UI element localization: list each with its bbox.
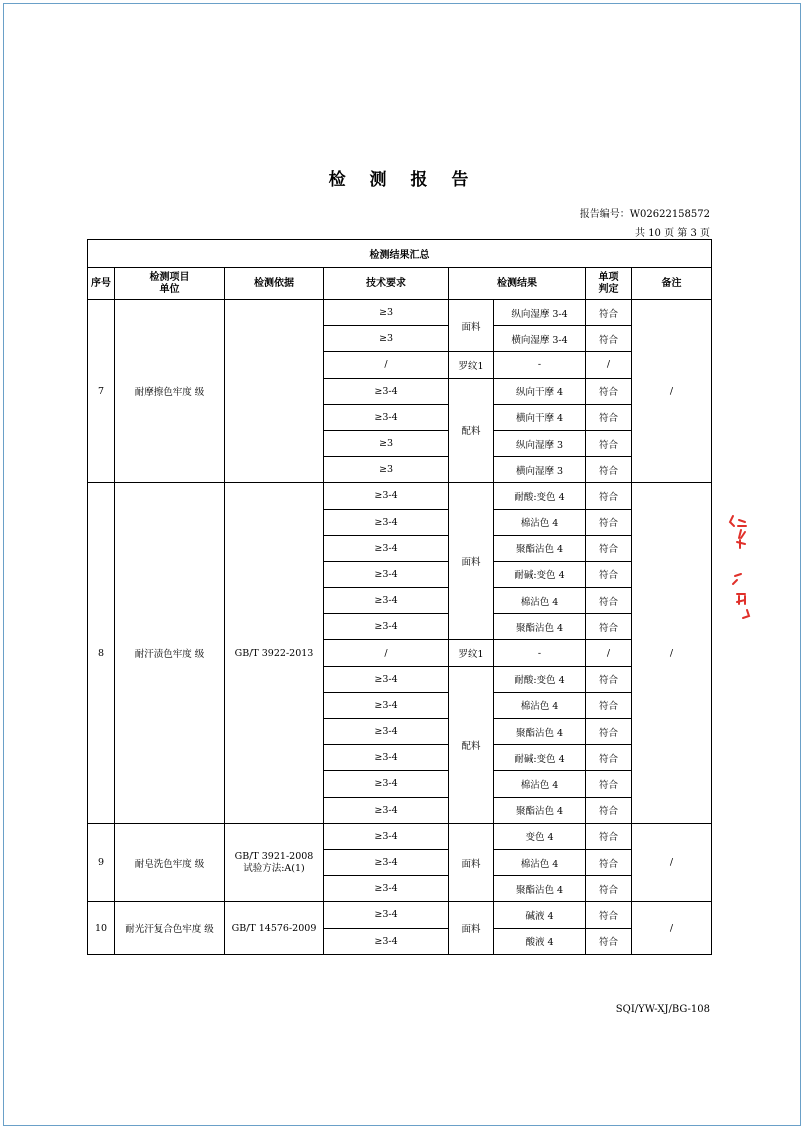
cell-verdict: 符合 [586,404,632,430]
cell-item: 耐光汗复合色牢度 级 [115,902,225,954]
cell-result: 聚酯沾色 4 [494,719,586,745]
cell-no: 7 [88,300,115,483]
cell-requirement: ≥3-4 [324,876,449,902]
cell-part: 面料 [449,300,494,352]
cell-verdict: 符合 [586,797,632,823]
cell-requirement: ≥3-4 [324,588,449,614]
cell-result: 棉沾色 4 [494,771,586,797]
cell-part: 面料 [449,902,494,954]
cell-basis [225,483,324,823]
cell-no: 10 [88,902,115,954]
cell-result: - [494,640,586,666]
cell-verdict: 符合 [586,666,632,692]
table-row [88,300,712,326]
cell-result: 聚酯沾色 4 [494,876,586,902]
cell-requirement: ≥3-4 [324,771,449,797]
cell-item: 耐皂洗色牢度 级 [115,823,225,902]
results-table [87,239,712,955]
table-header-row [88,268,712,300]
cell-verdict: 符合 [586,876,632,902]
cell-verdict: 符合 [586,483,632,509]
cell-requirement: ≥3-4 [324,378,449,404]
cell-result: 棉沾色 4 [494,849,586,875]
cell-result: - [494,352,586,378]
table-caption: 检测结果汇总 [88,240,712,268]
cell-verdict: 符合 [586,849,632,875]
cell-part: 配料 [449,378,494,483]
cell-result: 棉沾色 4 [494,509,586,535]
header-verdict-label: 单项判定 [598,271,619,295]
cell-requirement: ≥3-4 [324,797,449,823]
cell-remark: / [632,902,712,954]
cell-verdict: 符合 [586,457,632,483]
header-result: 检测结果 [449,268,586,300]
basis-text: GB/T 14576-2009 [231,922,317,934]
header-item-label: 检测项目 [149,271,190,283]
cell-result: 耐碱:变色 4 [494,745,586,771]
cell-requirement: ≥3-4 [324,745,449,771]
cell-result: 聚酯沾色 4 [494,797,586,823]
table-caption-row [88,240,712,268]
cell-item: 耐汗渍色牢度 级 [115,483,225,823]
cell-result: 纵向干摩 4 [494,378,586,404]
cell-verdict: 符合 [586,745,632,771]
cell-requirement: ≥3-4 [324,535,449,561]
cell-requirement: / [324,640,449,666]
cell-verdict: 符合 [586,300,632,326]
basis-method-text: 试验方法:A(1) [243,862,305,874]
cell-result: 碱液 4 [494,902,586,928]
cell-result: 聚酯沾色 4 [494,535,586,561]
cell-part: 罗纹1 [449,352,494,378]
cell-part: 配料 [449,666,494,823]
cell-result: 棉沾色 4 [494,588,586,614]
cell-requirement: ≥3-4 [324,902,449,928]
header-item [115,268,225,300]
cell-verdict: 符合 [586,588,632,614]
seal-stamp-mark [727,512,753,620]
header-no: 序号 [88,268,115,300]
cell-remark: / [632,300,712,483]
cell-result: 纵向湿摩 3-4 [494,300,586,326]
cell-requirement: ≥3 [324,457,449,483]
table-row [88,902,712,928]
cell-verdict: 符合 [586,771,632,797]
cell-requirement: ≥3-4 [324,509,449,535]
cell-verdict: 符合 [586,561,632,587]
cell-requirement: / [324,352,449,378]
cell-verdict: 符合 [586,378,632,404]
footer-code: SQI/YW-XJ/BG-108 [615,1004,710,1015]
header-remark: 备注 [632,268,712,300]
basis-text: GB/T 3921-2008 [234,850,314,862]
cell-verdict: / [586,352,632,378]
table-row [88,483,712,509]
cell-result: 横向湿摩 3 [494,457,586,483]
cell-result: 耐碱:变色 4 [494,561,586,587]
cell-requirement: ≥3-4 [324,692,449,718]
cell-requirement: ≥3-4 [324,561,449,587]
cell-requirement: ≥3-4 [324,719,449,745]
cell-requirement: ≥3-4 [324,614,449,640]
cell-verdict: 符合 [586,430,632,456]
header-unit-label: 单位 [159,283,180,295]
cell-result: 酸液 4 [494,928,586,954]
cell-verdict: 符合 [586,823,632,849]
cell-remark: / [632,823,712,902]
cell-basis [225,823,324,902]
cell-verdict: 符合 [586,326,632,352]
cell-result: 耐酸:变色 4 [494,483,586,509]
cell-requirement: ≥3-4 [324,404,449,430]
cell-verdict: 符合 [586,509,632,535]
cell-result: 耐酸:变色 4 [494,666,586,692]
cell-requirement: ≥3-4 [324,666,449,692]
cell-part: 面料 [449,823,494,902]
cell-requirement: ≥3-4 [324,849,449,875]
table-row [88,823,712,849]
header-basis: 检测依据 [225,268,324,300]
report-title: 检 测 报 告 [328,170,478,190]
cell-requirement: ≥3 [324,326,449,352]
cell-item: 耐摩擦色牢度 级 [115,300,225,483]
report-number: 报告编号：W02622158572 [579,209,710,220]
header-requirement: 技术要求 [324,268,449,300]
cell-requirement: ≥3-4 [324,823,449,849]
header-verdict [586,268,632,300]
cell-part: 罗纹1 [449,640,494,666]
cell-verdict: 符合 [586,535,632,561]
cell-remark: / [632,483,712,823]
cell-result: 棉沾色 4 [494,692,586,718]
cell-verdict: / [586,640,632,666]
cell-requirement: ≥3-4 [324,483,449,509]
cell-requirement: ≥3 [324,430,449,456]
cell-verdict: 符合 [586,902,632,928]
cell-basis [225,300,324,483]
cell-requirement: ≥3 [324,300,449,326]
cell-no: 9 [88,823,115,902]
basis-text: GB/T 3922-2013 [234,647,314,659]
cell-result: 变色 4 [494,823,586,849]
cell-no: 8 [88,483,115,823]
cell-result: 横向湿摩 3-4 [494,326,586,352]
cell-requirement: ≥3-4 [324,928,449,954]
cell-part: 面料 [449,483,494,640]
cell-result: 横向干摩 4 [494,404,586,430]
cell-verdict: 符合 [586,719,632,745]
cell-result: 聚酯沾色 4 [494,614,586,640]
page-info: 共 10 页 第 3 页 [635,228,710,239]
cell-verdict: 符合 [586,928,632,954]
cell-result: 纵向湿摩 3 [494,430,586,456]
cell-basis [225,902,324,954]
cell-verdict: 符合 [586,692,632,718]
cell-verdict: 符合 [586,614,632,640]
